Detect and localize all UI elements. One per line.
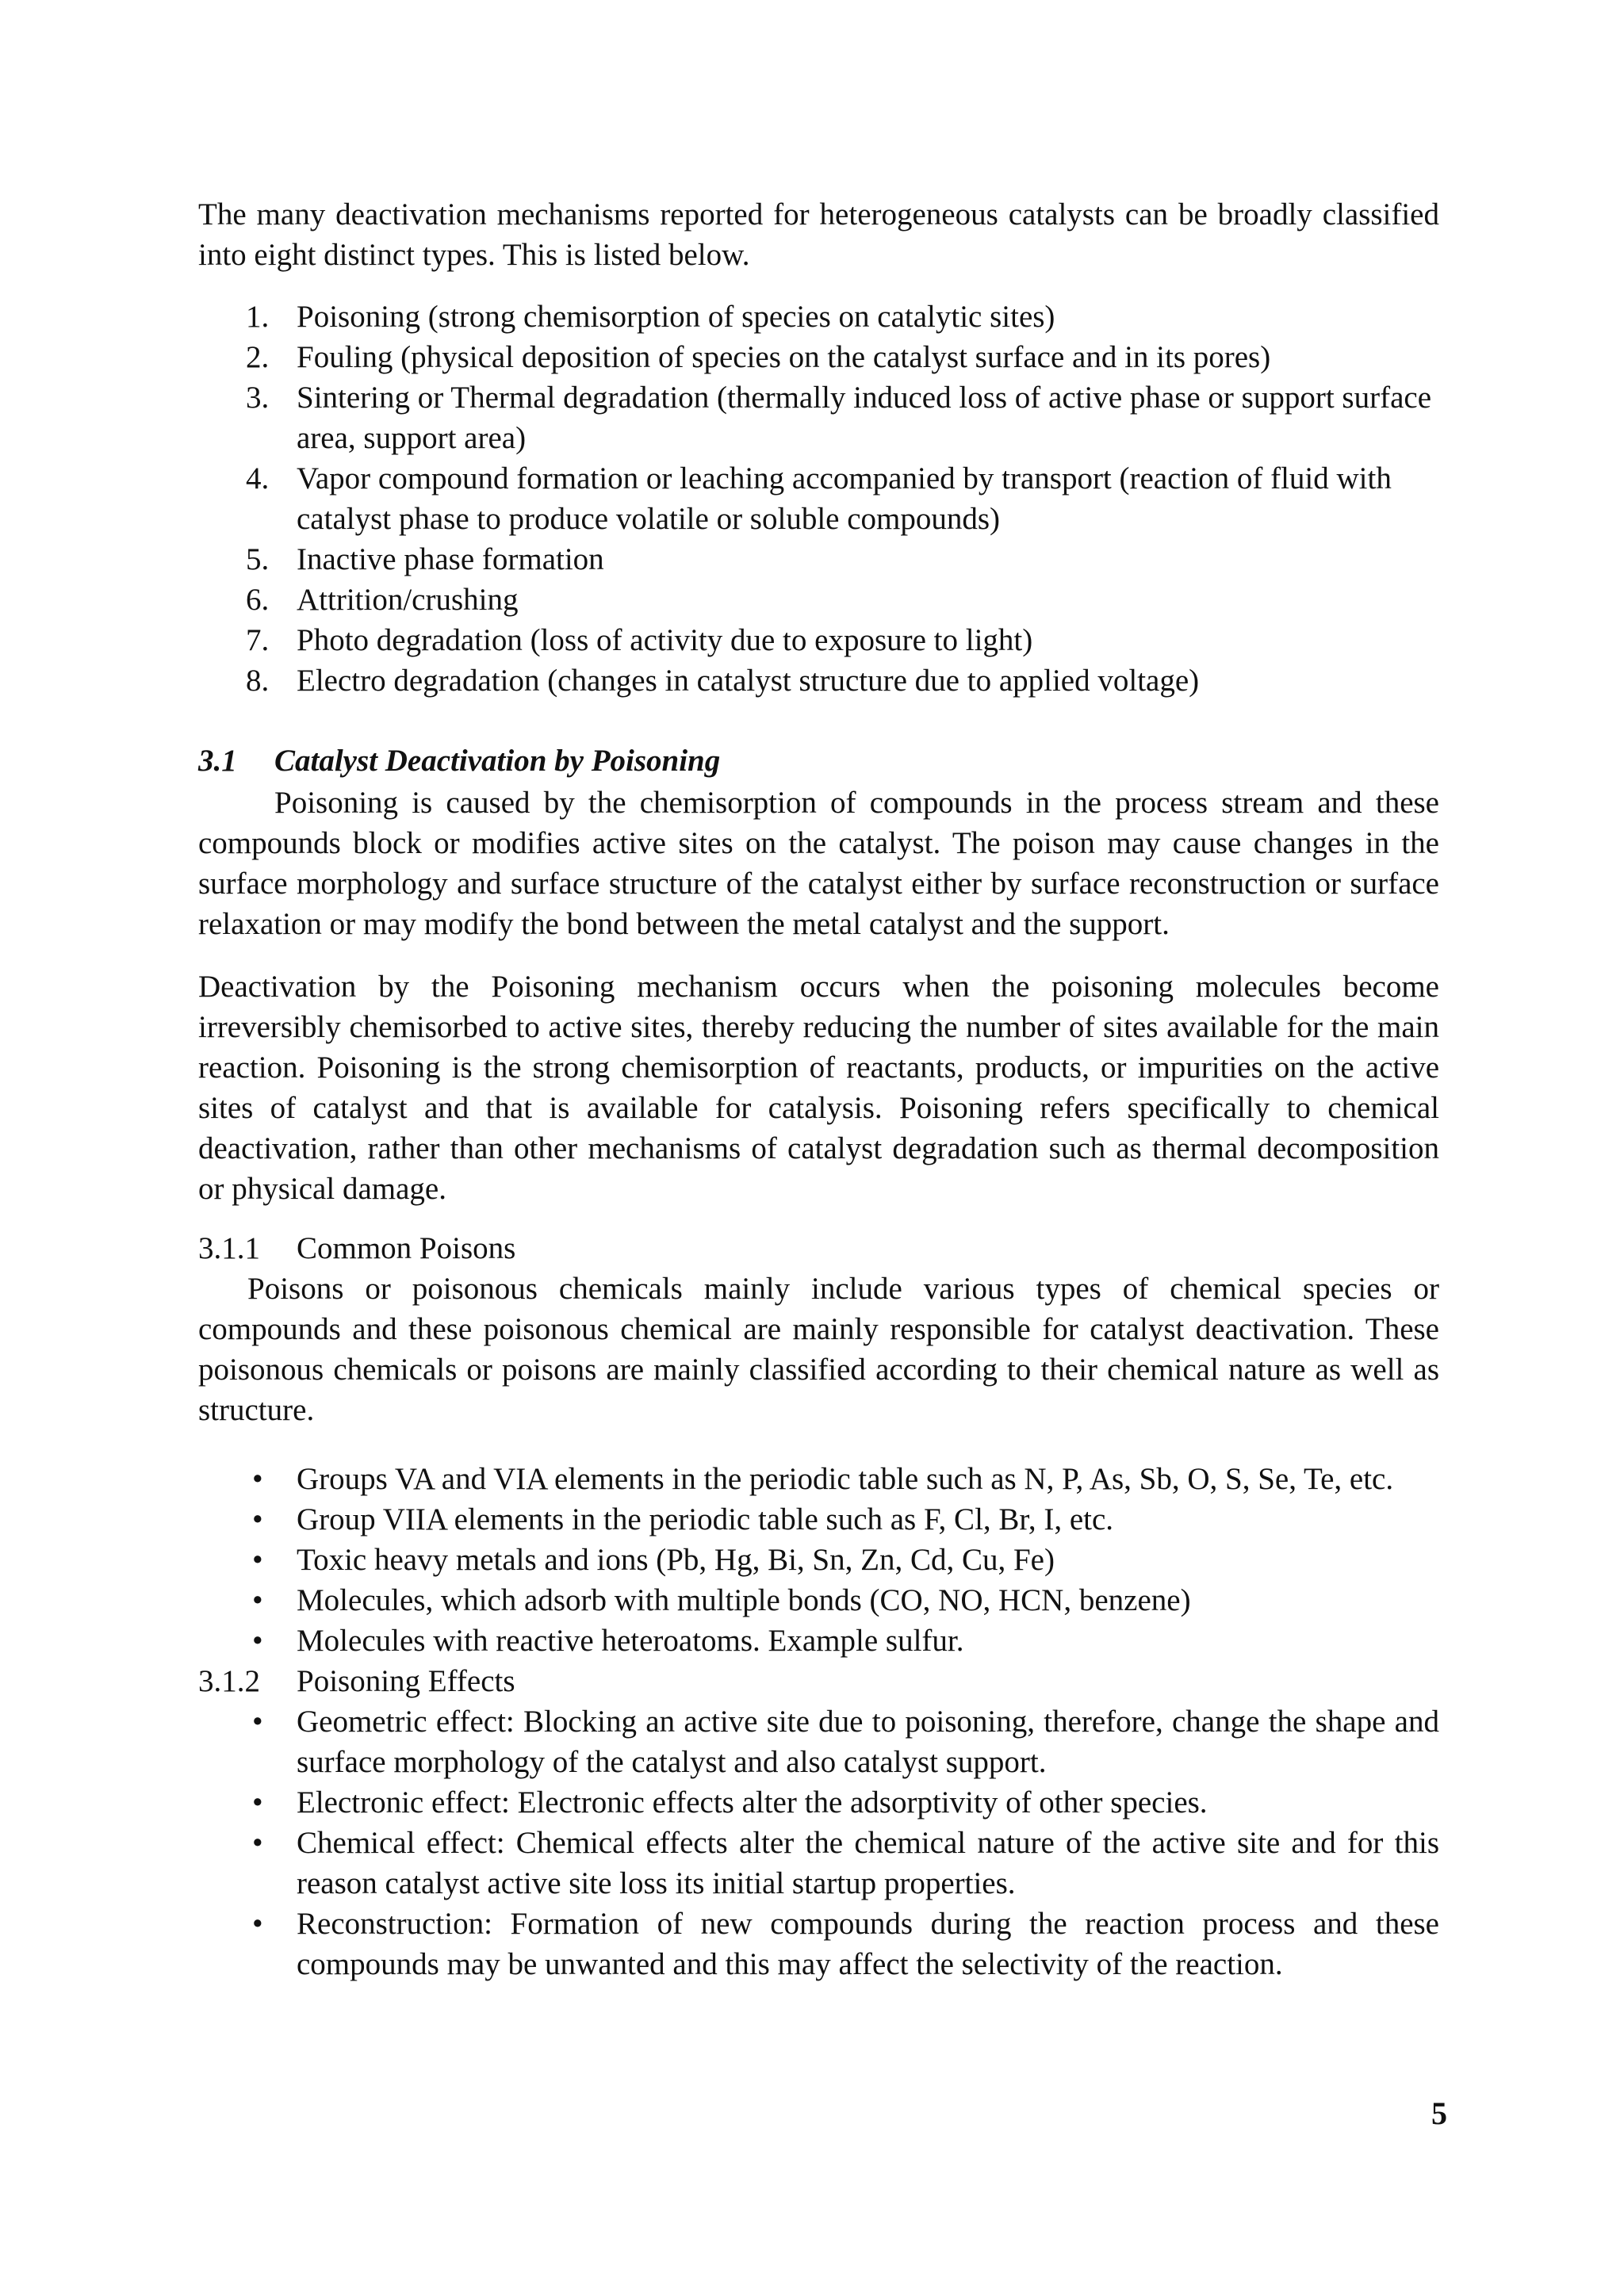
bullet-text: Reconstruction: Formation of new compounds during the reaction process and these compounds may be unwanted and this may affect the selectivity of the reaction.: [297, 1907, 1439, 1981]
bullet-text: Molecules, which adsorb with multiple bonds (CO, NO, HCN, benzene): [297, 1583, 1191, 1617]
subsection-title: Common Poisons: [297, 1231, 516, 1265]
bullet-icon: •: [252, 1583, 263, 1617]
subsection-heading-poisoning-effects: [198, 1661, 1439, 1701]
list-item: [198, 377, 1439, 458]
bullet-item: [198, 1782, 1439, 1823]
intro-paragraph: The many deactivation mechanisms reported for heterogeneous catalysts can be broadly classified into eight distinct types. This is listed below.: [198, 197, 1439, 272]
bullet-text: Molecules with reactive heteroatoms. Example sulfur.: [297, 1624, 964, 1658]
bullet-text: Groups VA and VIA elements in the periodic table such as N, P, As, Sb, O, S, Se, Te, etc.: [297, 1462, 1394, 1496]
list-number: 3.: [246, 381, 270, 415]
bullet-item: [198, 1540, 1439, 1580]
list-item: [198, 580, 1439, 620]
subsection-title: Poisoning Effects: [297, 1664, 515, 1698]
bullet-item: [198, 1580, 1439, 1621]
section-title: Catalyst Deactivation by Poisoning: [274, 744, 721, 778]
list-number: 2.: [246, 340, 270, 374]
subsection-number: 3.1.1: [198, 1231, 260, 1265]
list-item-text: Fouling (physical deposition of species on the catalyst surface and in its pores): [297, 340, 1271, 374]
list-number: 8.: [246, 664, 270, 698]
list-item: [198, 337, 1439, 377]
list-item: [198, 620, 1439, 660]
common-poisons-list: [198, 1459, 1439, 1661]
bullet-icon: •: [252, 1826, 263, 1860]
bullet-icon: •: [252, 1502, 263, 1536]
section-paragraph-1: Poisoning is caused by the chemisorption of compounds in the process stream and these compounds block or modifies active sites on the catalyst. The poison may cause changes in the surface morphology and surface structure of the catalyst either by surface reconstruction or surface relaxation or may modify the bond between the metal catalyst and the support.: [198, 786, 1439, 941]
list-number: 4.: [246, 461, 270, 496]
list-number: 6.: [246, 583, 270, 617]
section-paragraph-2: Deactivation by the Poisoning mechanism occurs when the poisoning molecules become irreversibly chemisorbed to active sites, thereby reducing the number of sites available for the main reaction. Poisoning is the strong chemisorption of reactants, products, or impurities on the active sites of catalyst and that is available for catalysis. Poisoning refers specifically to chemical deactivation, rather than other mechanisms of catalyst degradation such as thermal decomposition or physical damage.: [198, 970, 1439, 1206]
common-poisons-paragraph: Poisons or poisonous chemicals mainly include various types of chemical species or compounds and these poisonous chemical are mainly responsible for catalyst deactivation. These poisonous chemicals or poisons are mainly classified according to their chemical nature as well as structure.: [198, 1272, 1439, 1427]
page-number: 5: [1431, 2095, 1447, 2131]
list-item-text: Attrition/crushing: [297, 583, 519, 617]
list-item: [198, 539, 1439, 580]
section-heading: [198, 740, 1439, 781]
bullet-text: Electronic effect: Electronic effects alter the adsorptivity of other species.: [297, 1785, 1208, 1820]
bullet-text: Toxic heavy metals and ions (Pb, Hg, Bi, Sn, Zn, Cd, Cu, Fe): [297, 1543, 1055, 1577]
bullet-item: [198, 1904, 1439, 1984]
list-item-text: Electro degradation (changes in catalyst structure due to applied voltage): [297, 664, 1200, 698]
bullet-icon: •: [252, 1624, 263, 1658]
bullet-icon: •: [252, 1705, 263, 1739]
subsection-number: 3.1.2: [198, 1664, 260, 1698]
list-item-text: Inactive phase formation: [297, 542, 604, 576]
list-item-text: Photo degradation (loss of activity due to exposure to light): [297, 623, 1033, 657]
bullet-icon: •: [252, 1907, 263, 1941]
page-content: [198, 194, 1439, 1984]
deactivation-types-list: [198, 297, 1439, 701]
bullet-item: [198, 1459, 1439, 1499]
bullet-item: [198, 1621, 1439, 1661]
list-item-text: Poisoning (strong chemisorption of species on catalytic sites): [297, 300, 1055, 334]
list-number: 5.: [246, 542, 270, 576]
subsection-heading-common-poisons: [198, 1228, 1439, 1269]
bullet-icon: •: [252, 1543, 263, 1577]
bullet-text: Geometric effect: Blocking an active site due to poisoning, therefore, change the shape and surface morphology of the catalyst and also catalyst support.: [297, 1705, 1439, 1779]
bullet-item: [198, 1701, 1439, 1782]
list-number: 7.: [246, 623, 270, 657]
list-number: 1.: [246, 300, 270, 334]
bullet-item: [198, 1499, 1439, 1540]
section-number: 3.1: [198, 744, 237, 778]
list-item: [198, 660, 1439, 701]
bullet-item: [198, 1823, 1439, 1904]
bullet-text: Chemical effect: Chemical effects alter the chemical nature of the active site and for this reason catalyst active site loss its initial startup properties.: [297, 1826, 1439, 1900]
list-item-text: Vapor compound formation or leaching accompanied by transport (reaction of fluid with catalyst phase to produce volatile or soluble compounds): [297, 461, 1392, 536]
list-item: [198, 458, 1439, 539]
list-item: [198, 297, 1439, 337]
bullet-icon: •: [252, 1785, 263, 1820]
list-item-text: Sintering or Thermal degradation (thermally induced loss of active phase or support surface area, support area): [297, 381, 1432, 455]
poisoning-effects-list: [198, 1701, 1439, 1984]
bullet-text: Group VIIA elements in the periodic table such as F, Cl, Br, I, etc.: [297, 1502, 1114, 1536]
bullet-icon: •: [252, 1462, 263, 1496]
